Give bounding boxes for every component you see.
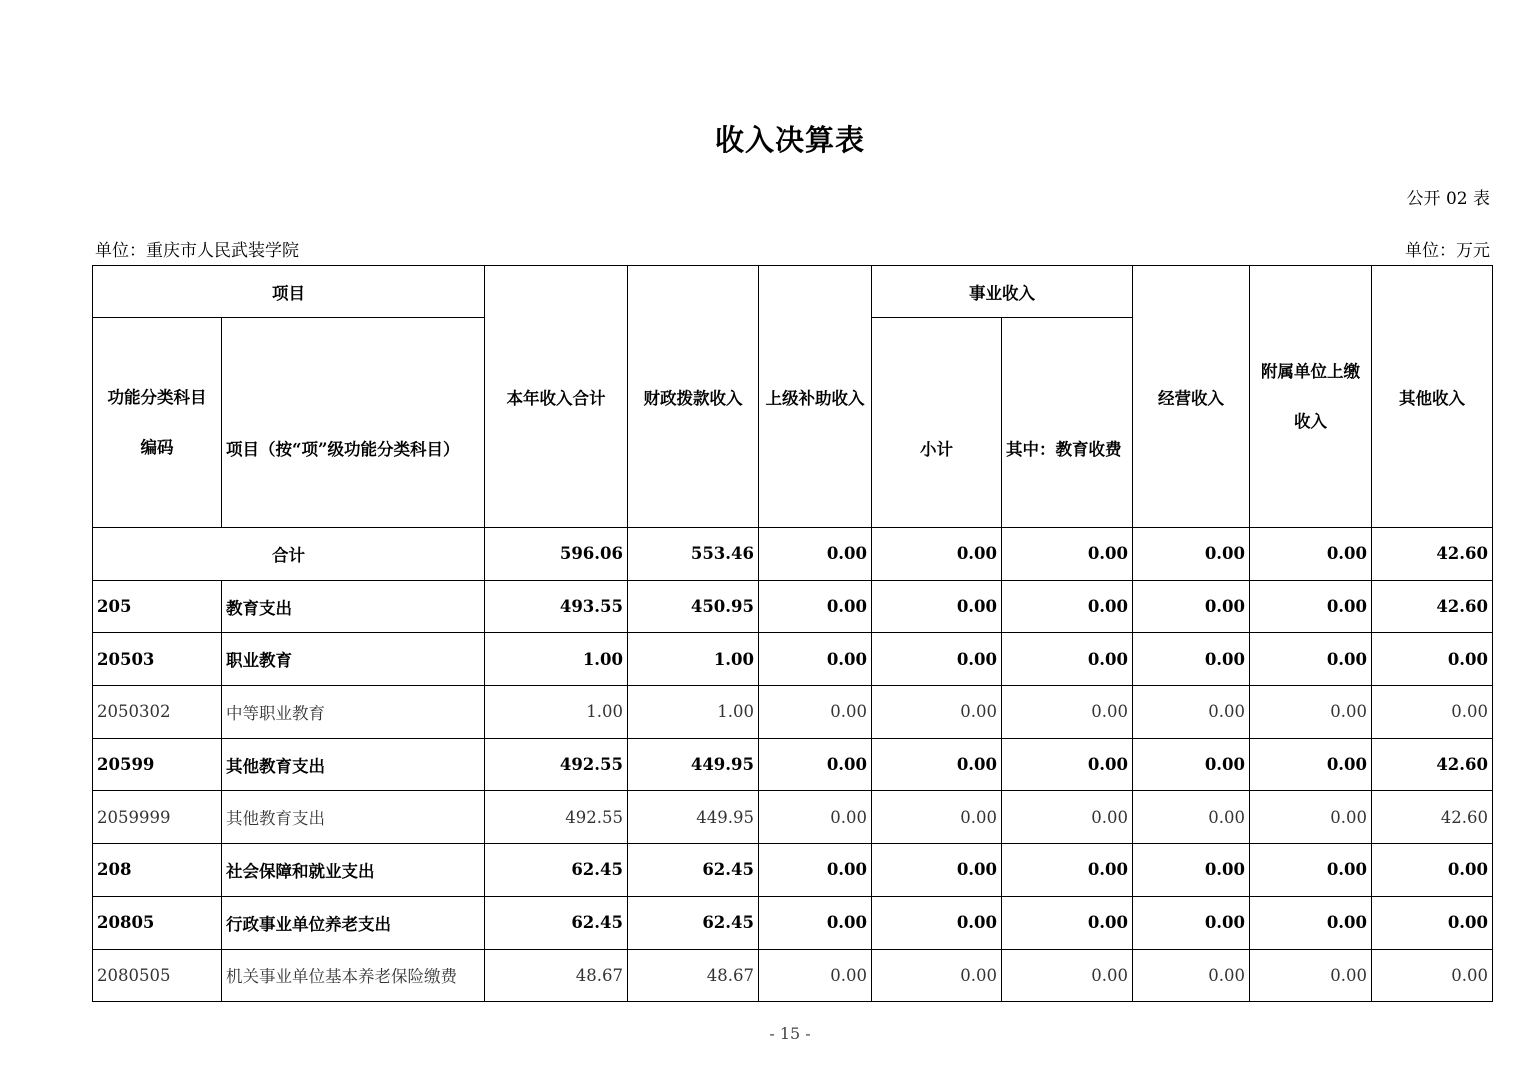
table-row bbox=[93, 949, 1493, 1002]
header-superior: 上级补助收入 bbox=[759, 266, 872, 528]
row-value: 0.00 bbox=[1133, 949, 1250, 1002]
row-value: 62.45 bbox=[485, 844, 628, 897]
total-value: 0.00 bbox=[759, 528, 872, 581]
row-value: 0.00 bbox=[1133, 844, 1250, 897]
total-value: 553.46 bbox=[628, 528, 759, 581]
row-value: 0.00 bbox=[759, 738, 872, 791]
table-row bbox=[93, 686, 1493, 739]
row-value: 1.00 bbox=[485, 686, 628, 739]
row-name: 教育支出 bbox=[222, 580, 485, 633]
row-code: 2080505 bbox=[93, 949, 222, 1002]
row-value: 0.00 bbox=[759, 896, 872, 949]
row-value: 48.67 bbox=[628, 949, 759, 1002]
row-value: 0.00 bbox=[1133, 633, 1250, 686]
row-value: 62.45 bbox=[628, 844, 759, 897]
row-value: 0.00 bbox=[1002, 844, 1133, 897]
row-value: 493.55 bbox=[485, 580, 628, 633]
table-row bbox=[93, 633, 1493, 686]
header-other: 其他收入 bbox=[1372, 266, 1493, 528]
row-value: 42.60 bbox=[1372, 791, 1493, 844]
row-name: 行政事业单位养老支出 bbox=[222, 896, 485, 949]
row-value: 0.00 bbox=[1250, 844, 1372, 897]
row-value: 0.00 bbox=[872, 896, 1002, 949]
row-name: 其他教育支出 bbox=[222, 738, 485, 791]
table-row bbox=[93, 791, 1493, 844]
total-label: 合计 bbox=[93, 528, 485, 581]
row-value: 0.00 bbox=[872, 633, 1002, 686]
row-value: 62.45 bbox=[628, 896, 759, 949]
total-value: 596.06 bbox=[485, 528, 628, 581]
row-value: 0.00 bbox=[1372, 686, 1493, 739]
row-name: 其他教育支出 bbox=[222, 791, 485, 844]
row-value: 42.60 bbox=[1372, 580, 1493, 633]
row-value: 0.00 bbox=[1002, 633, 1133, 686]
form-number: 公开 02 表 bbox=[1406, 189, 1490, 209]
row-value: 0.00 bbox=[1002, 738, 1133, 791]
row-value: 492.55 bbox=[485, 738, 628, 791]
row-value: 0.00 bbox=[1002, 896, 1133, 949]
row-value: 0.00 bbox=[1250, 949, 1372, 1002]
header-total: 本年收入合计 bbox=[485, 266, 628, 528]
row-value: 0.00 bbox=[759, 633, 872, 686]
row-value: 0.00 bbox=[1133, 686, 1250, 739]
row-name: 社会保障和就业支出 bbox=[222, 844, 485, 897]
row-code: 20599 bbox=[93, 738, 222, 791]
row-value: 0.00 bbox=[759, 844, 872, 897]
total-value: 0.00 bbox=[1002, 528, 1133, 581]
row-value: 0.00 bbox=[1250, 896, 1372, 949]
row-value: 0.00 bbox=[872, 791, 1002, 844]
row-code: 2059999 bbox=[93, 791, 222, 844]
row-value: 0.00 bbox=[1002, 686, 1133, 739]
header-subtotal: 小计 bbox=[872, 318, 1002, 528]
row-value: 0.00 bbox=[1133, 580, 1250, 633]
row-name: 职业教育 bbox=[222, 633, 485, 686]
row-value: 450.95 bbox=[628, 580, 759, 633]
row-value: 0.00 bbox=[759, 949, 872, 1002]
header-operation: 经营收入 bbox=[1133, 266, 1250, 528]
header-business: 事业收入 bbox=[872, 266, 1133, 318]
row-value: 62.45 bbox=[485, 896, 628, 949]
header-edu-fee: 其中：教育收费 bbox=[1002, 318, 1133, 528]
total-value: 0.00 bbox=[1250, 528, 1372, 581]
row-code: 20503 bbox=[93, 633, 222, 686]
row-value: 0.00 bbox=[1133, 791, 1250, 844]
row-value: 449.95 bbox=[628, 738, 759, 791]
row-code: 205 bbox=[93, 580, 222, 633]
row-value: 0.00 bbox=[872, 844, 1002, 897]
row-value: 0.00 bbox=[1372, 949, 1493, 1002]
row-name: 机关事业单位基本养老保险缴费 bbox=[222, 949, 485, 1002]
income-table bbox=[92, 265, 1493, 1002]
row-value: 0.00 bbox=[1133, 896, 1250, 949]
total-value: 42.60 bbox=[1372, 528, 1493, 581]
total-value: 0.00 bbox=[1133, 528, 1250, 581]
row-value: 0.00 bbox=[1250, 633, 1372, 686]
row-value: 0.00 bbox=[872, 580, 1002, 633]
row-value: 0.00 bbox=[872, 738, 1002, 791]
header-fiscal: 财政拨款收入 bbox=[628, 266, 759, 528]
row-value: 0.00 bbox=[1372, 896, 1493, 949]
row-value: 0.00 bbox=[1372, 633, 1493, 686]
row-value: 0.00 bbox=[759, 580, 872, 633]
row-value: 449.95 bbox=[628, 791, 759, 844]
unit-organization: 单位：重庆市人民武装学院 bbox=[95, 241, 299, 261]
row-value: 0.00 bbox=[1250, 580, 1372, 633]
page-number: - 15 - bbox=[769, 1024, 811, 1043]
row-value: 48.67 bbox=[485, 949, 628, 1002]
row-value: 0.00 bbox=[872, 686, 1002, 739]
header-affiliated: 附属单位上缴收入 bbox=[1250, 266, 1372, 528]
table-row bbox=[93, 896, 1493, 949]
row-value: 0.00 bbox=[759, 791, 872, 844]
row-code: 208 bbox=[93, 844, 222, 897]
header-project: 项目 bbox=[93, 266, 485, 318]
row-value: 1.00 bbox=[485, 633, 628, 686]
row-value: 0.00 bbox=[1250, 791, 1372, 844]
header-func-code: 功能分类科目编码 bbox=[93, 318, 222, 528]
row-name: 中等职业教育 bbox=[222, 686, 485, 739]
total-value: 0.00 bbox=[872, 528, 1002, 581]
row-value: 1.00 bbox=[628, 633, 759, 686]
row-value: 0.00 bbox=[872, 949, 1002, 1002]
row-code: 2050302 bbox=[93, 686, 222, 739]
table-row bbox=[93, 580, 1493, 633]
row-value: 0.00 bbox=[759, 686, 872, 739]
row-value: 0.00 bbox=[1002, 791, 1133, 844]
unit-currency: 单位：万元 bbox=[1405, 241, 1490, 261]
row-value: 0.00 bbox=[1002, 580, 1133, 633]
row-value: 0.00 bbox=[1372, 844, 1493, 897]
row-value: 1.00 bbox=[628, 686, 759, 739]
row-value: 0.00 bbox=[1133, 738, 1250, 791]
row-value: 0.00 bbox=[1250, 738, 1372, 791]
page-title: 收入决算表 bbox=[714, 123, 865, 157]
row-code: 20805 bbox=[93, 896, 222, 949]
row-value: 0.00 bbox=[1250, 686, 1372, 739]
row-value: 42.60 bbox=[1372, 738, 1493, 791]
row-value: 492.55 bbox=[485, 791, 628, 844]
row-value: 0.00 bbox=[1002, 949, 1133, 1002]
table-row bbox=[93, 844, 1493, 897]
total-row bbox=[93, 528, 1493, 581]
table-row bbox=[93, 738, 1493, 791]
header-func-name: 项目（按“项”级功能分类科目） bbox=[222, 318, 485, 528]
